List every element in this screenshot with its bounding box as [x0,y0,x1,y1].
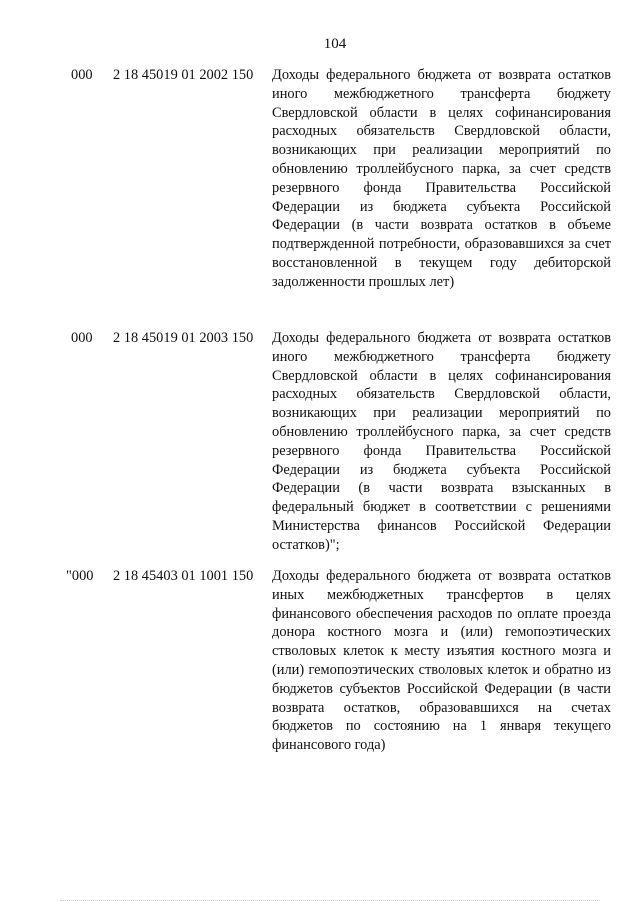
admin-code: 000 [71,67,93,83]
entry-description: Доходы федерального бюджета от возврата остатков иных межбюджетных трансфертов в целях финансового обеспечения расходов по оплате проезда донора костного мозга и (или) гемопоэтических стволовых клеток к месту изъятия костного мозга и (или) гемопоэтических стволовых клеток и обратно из бюджетов субъектов Российской Федерации (в части возврата остатков, образовавшихся на счетах бюджетов по состоянию на 1 января текущего финансового года) [272,568,611,754]
budget-classification-code: 2 18 45019 01 2003 150 [113,330,254,346]
budget-classification-code: 2 18 45019 01 2002 150 [113,67,254,83]
entry-description: Доходы федерального бюджета от возврата остатков иного межбюджетного трансферта бюджету Свердловской области в целях софинансирования расходных обязательств Свердловской области, возникающих при реализации мероприятий по обновлению троллейбусного парка, за счет средств резервного фонда Правительства Российской Федерации из бюджета субъекта Российской Федерации (в части возврата остатков в объеме подтвержденной потребности, образовавшихся за счет восстановленной в текущем году дебиторской задолженности прошлых лет) [272,67,611,290]
admin-code: 000 [71,330,93,346]
admin-code: "000 [66,568,94,584]
page-bottom-edge [60,900,600,901]
budget-classification-code: 2 18 45403 01 1001 150 [113,568,254,584]
page-number: 104 [323,36,347,52]
entry-description: Доходы федерального бюджета от возврата остатков иного межбюджетного трансферта бюджету Свердловской области в целях софинансирования расходных обязательств Свердловской области, возникающих при реализации мероприятий по обновлению троллейбусного парка, за счет средств резервного фонда Правительства Российской Федерации из бюджета субъекта Российской Федерации (в части возврата взысканных в федеральный бюджет в соответствии с решениями Министерства финансов Российской Федерации остатков)"; [272,330,611,553]
